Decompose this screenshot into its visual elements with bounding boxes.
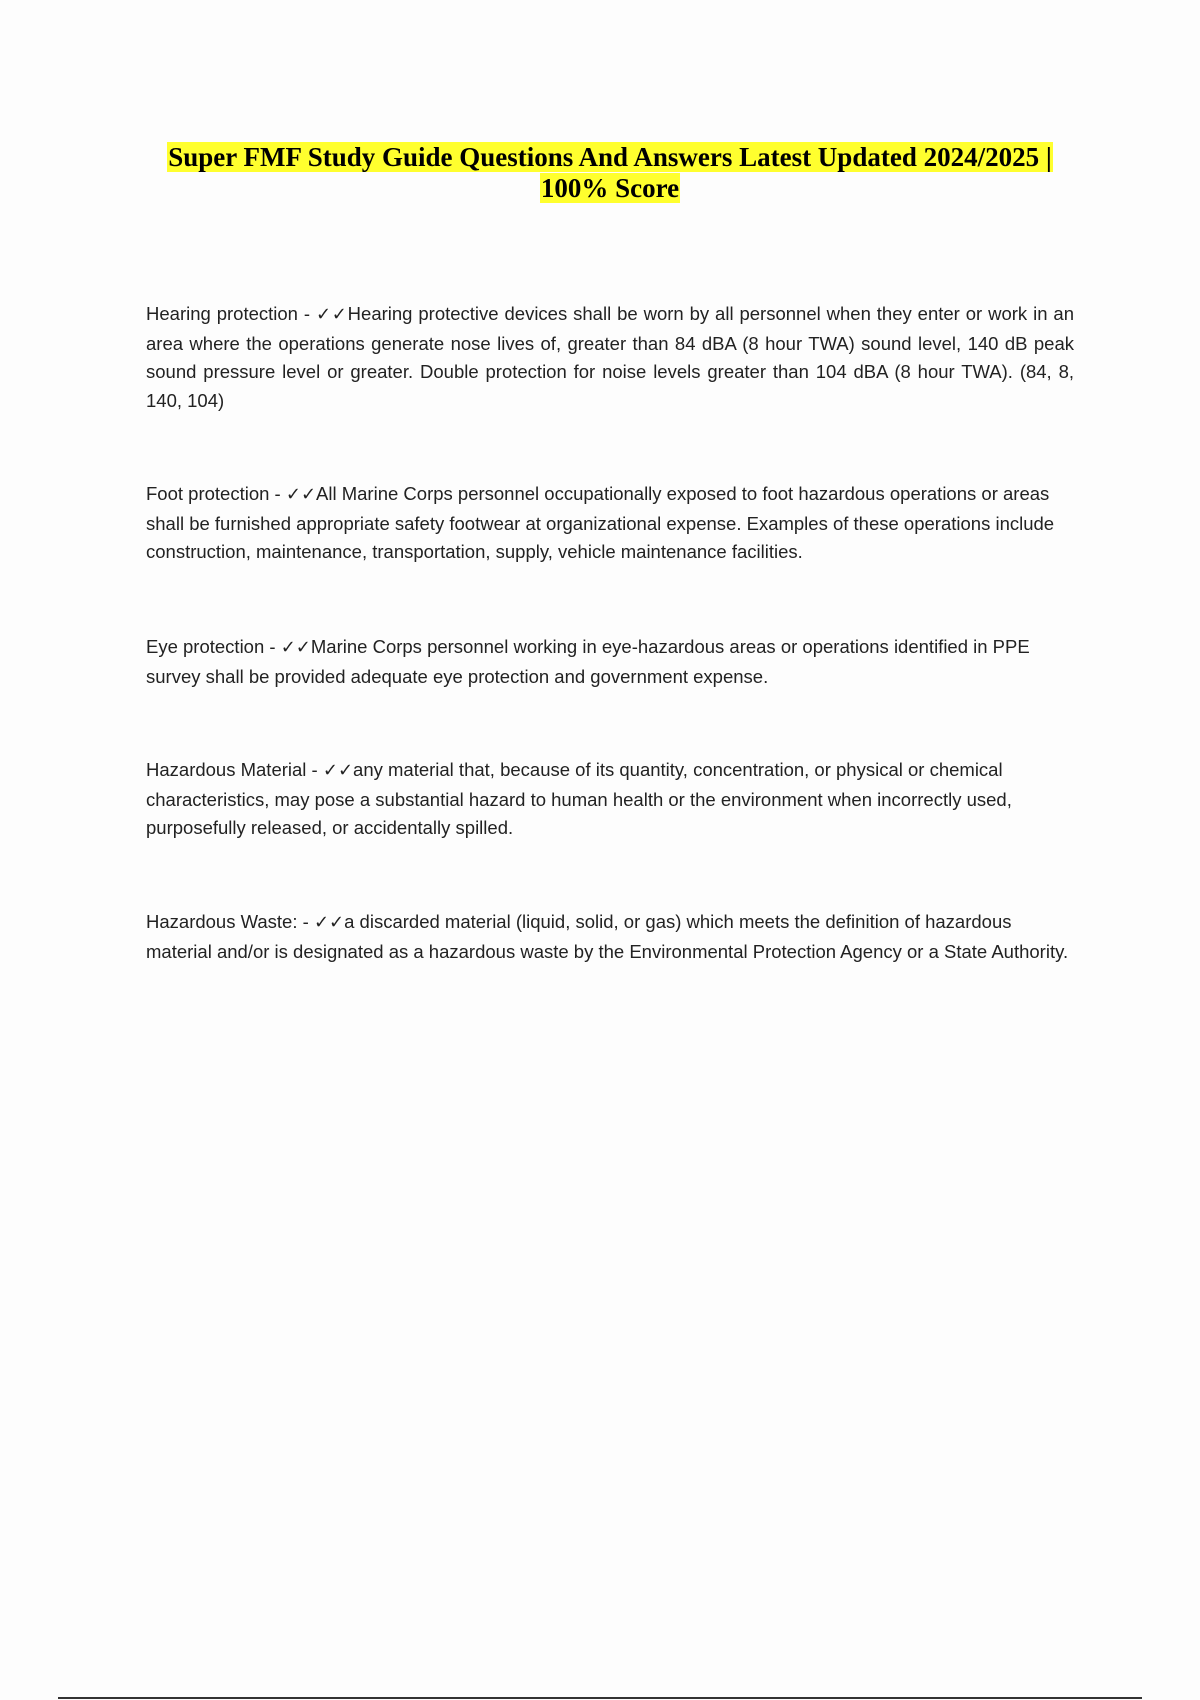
entry-definition: any material that, because of its quantity, concentration, or physical or chemical characteristics, may pose a substantial hazard to human health or the environment when incorrectly used, purposefully released, or accidentally spilled. xyxy=(146,759,1012,838)
entry-term: Hazardous Material - xyxy=(146,759,323,780)
entry-term: Eye protection - xyxy=(146,636,281,657)
qa-entry-foot-protection xyxy=(146,480,1074,567)
double-check-icon: ✓✓ xyxy=(285,484,317,505)
qa-entry-eye-protection xyxy=(146,633,1074,691)
footer-divider xyxy=(58,1697,1142,1699)
entry-term: Hearing protection - xyxy=(146,303,316,324)
qa-entry-hazardous-material xyxy=(146,756,1074,843)
entry-definition: All Marine Corps personnel occupationally exposed to foot hazardous operations or areas shall be furnished appropriate safety footwear at organizational expense. Examples of these operations include construction, maintenance, transportation, supply, vehicle maintenance facilities. xyxy=(146,483,1055,562)
qa-entry-hearing-protection xyxy=(146,300,1074,415)
page-title xyxy=(140,142,1080,204)
title-line-1: Super FMF Study Guide Questions And Answers Latest Updated 2024/2025 | xyxy=(168,142,1052,172)
double-check-icon: ✓✓ xyxy=(280,637,311,658)
entry-term: Hazardous Waste: - xyxy=(146,911,314,932)
entry-definition: Hearing protective devices shall be worn by all personnel when they enter or work in an area where the operations generate nose lives of, greater than 84 dBA (8 hour TWA) sound level, 140 dB peak sound pressure level or greater. Double protection for noise levels greater than 104 dBA (8 hour TWA). (84, 8, 140, 104) xyxy=(146,303,1074,411)
double-check-icon: ✓✓ xyxy=(315,304,348,325)
title-line-2: 100% Score xyxy=(540,173,680,203)
double-check-icon: ✓✓ xyxy=(313,912,345,933)
double-check-icon: ✓✓ xyxy=(322,760,354,781)
entry-term: Foot protection - xyxy=(146,483,286,504)
entry-definition: a discarded material (liquid, solid, or gas) which meets the definition of hazardous material and/or is designated as a hazardous waste by the Environmental Protection Agency or a State Authority. xyxy=(146,911,1069,962)
entry-definition: Marine Corps personnel working in eye-hazardous areas or operations identified in PPE survey shall be provided adequate eye protection and government expense. xyxy=(146,636,1030,687)
qa-entry-hazardous-waste xyxy=(146,908,1074,966)
